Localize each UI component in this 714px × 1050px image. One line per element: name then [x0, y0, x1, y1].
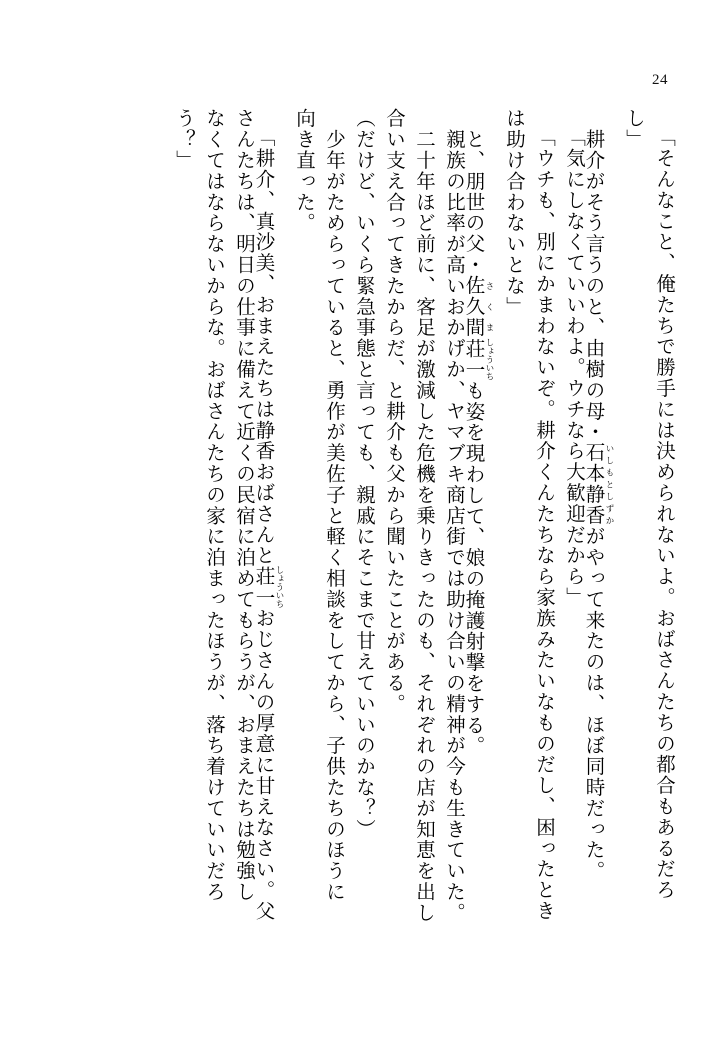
page-number: 24 [652, 72, 668, 88]
vertical-text-body [60, 108, 674, 988]
text-line: し」 [623, 108, 646, 150]
text-line: 「気にしなくていいわよ。ウチなら大歓迎だから」 [563, 127, 586, 608]
text-line: 「そんなこと、俺たちで勝手には決められないよ。おばさんたちの都合もあるだろ [653, 127, 676, 901]
text-line: は助け合わないとな」 [503, 108, 526, 317]
text-line: 「ウチも、別にかまわないぞ。耕介くんたちなら家族みたいなものだし、困ったとき [533, 127, 556, 922]
text-line: 二十年ほど前に、客足が激減した危機を乗りきったのも、それぞれの店が知恵を出し [413, 108, 436, 924]
text-line: 親族の比率が高いおかげか、ヤマブキ商店街では助け合いの精神が今も生きていた。 [443, 108, 466, 924]
text-line: 少年がためらっていると、勇作が美佐子と軽く相談をしてから、子供たちのほうに [323, 108, 346, 903]
text-line: 耕介がそう言うのと、由樹の母・石本静香いしもとしずかがやって来たのは、ほぼ同時だった。 [582, 108, 614, 882]
text-line: 「耕介、真沙美、おまえたちは静香おばさんと荘一しょういちおじさんの厚意に甘えなさい。父 [252, 127, 284, 922]
text-line: と、朋世の父・佐久間さくま荘一しょういちも姿を現わして、娘の掩護射撃をする。 [462, 108, 494, 757]
text-line: 向き直った。 [293, 108, 316, 234]
text-line: 合い支え合ってきたからだ、と耕介も父から聞いたことがある。 [383, 108, 406, 715]
text-line: さんたちは、明日の仕事に備えて近くの民宿に泊めてもらうが、おまえたちは勉強し [233, 108, 256, 903]
text-line: う？」 [173, 108, 196, 171]
text-line: （だけど、いくら緊急事態と言っても、親戚にそこまで甘えていいのかな？） [353, 108, 376, 840]
text-line: なくてはならないからな。おばさんたちの家に泊まったほうが、落ち着けていいだろ [203, 108, 226, 903]
